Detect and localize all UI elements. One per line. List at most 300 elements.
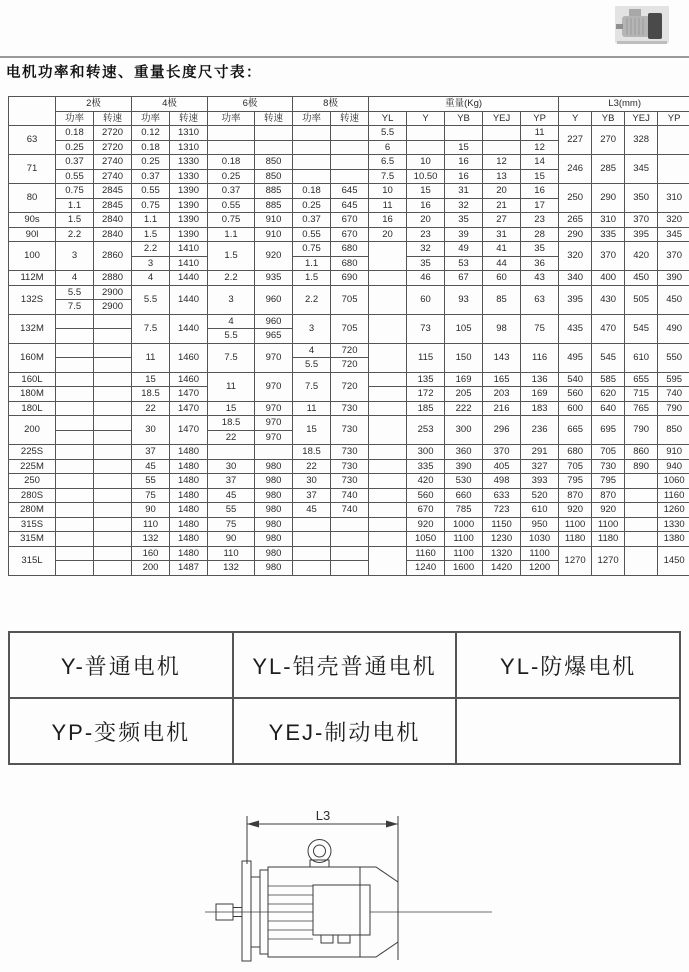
spec-cell: 370 <box>592 242 625 271</box>
spec-cell: 116 <box>521 343 559 372</box>
spec-cell: 890 <box>625 459 658 474</box>
spec-cell: 1000 <box>445 517 483 532</box>
spec-cell <box>369 445 407 460</box>
spec-cell: 60 <box>483 271 521 286</box>
spec-cell: 720 <box>331 343 369 358</box>
spec-cell: 35 <box>407 256 445 271</box>
spec-cell: 345 <box>658 227 689 242</box>
spec-cell: 740 <box>331 503 369 518</box>
spec-cell: 0.55 <box>208 198 255 213</box>
spec-cell: 970 <box>255 372 293 401</box>
spec-cell: 970 <box>255 343 293 372</box>
spec-cell: 115 <box>407 343 445 372</box>
spec-header-cell: YP <box>658 111 689 126</box>
spec-cell: 920 <box>559 503 592 518</box>
spec-cell: 545 <box>625 314 658 343</box>
spec-cell: 705 <box>592 445 625 460</box>
spec-cell: 420 <box>407 474 445 489</box>
spec-cell: 280M <box>9 503 56 518</box>
spec-cell: 18.5 <box>293 445 331 460</box>
spec-cell: 730 <box>331 459 369 474</box>
spec-cell: 44 <box>483 256 521 271</box>
spec-cell <box>56 314 94 329</box>
spec-cell: 1470 <box>170 387 208 402</box>
spec-cell: 2.2 <box>293 285 331 314</box>
spec-cell <box>56 517 94 532</box>
spec-cell <box>56 459 94 474</box>
spec-cell: 75 <box>132 488 170 503</box>
spec-cell: 5.5 <box>56 285 94 300</box>
spec-cell <box>369 401 407 416</box>
spec-cell: 23 <box>407 227 445 242</box>
spec-header-cell: YB <box>445 111 483 126</box>
spec-cell: 105 <box>445 314 483 343</box>
spec-cell: 0.25 <box>56 140 94 155</box>
spec-cell: 32 <box>407 242 445 257</box>
legend-cell-yej: YEJ-制动电机 <box>233 698 457 764</box>
spec-cell: 1060 <box>658 474 689 489</box>
spec-cell: 236 <box>521 416 559 445</box>
spec-cell: 3 <box>293 314 331 343</box>
spec-cell: 265 <box>559 213 592 228</box>
spec-cell: 160M <box>9 343 56 372</box>
spec-header-cell: YEJ <box>483 111 521 126</box>
spec-cell <box>94 372 132 387</box>
spec-cell: 1480 <box>170 488 208 503</box>
spec-cell <box>56 532 94 547</box>
spec-cell <box>331 169 369 184</box>
spec-cell <box>94 343 132 358</box>
spec-cell: 1390 <box>170 227 208 242</box>
spec-cell <box>56 329 94 344</box>
spec-cell: 53 <box>445 256 483 271</box>
dimension-label: L3 <box>315 808 331 823</box>
spec-cell: 1480 <box>170 503 208 518</box>
spec-cell: 165 <box>483 372 521 387</box>
spec-cell: 680 <box>331 256 369 271</box>
spec-cell <box>369 416 407 445</box>
spec-header-group-cell: L3(mm) <box>559 97 689 112</box>
spec-cell: 1310 <box>170 126 208 141</box>
spec-table <box>8 96 689 576</box>
spec-cell: 498 <box>483 474 521 489</box>
spec-cell: 1480 <box>170 546 208 561</box>
spec-cell <box>56 561 94 576</box>
spec-cell: 143 <box>483 343 521 372</box>
spec-cell: 43 <box>521 271 559 286</box>
spec-cell: 63 <box>521 285 559 314</box>
spec-cell: 2845 <box>94 198 132 213</box>
spec-cell: 112M <box>9 271 56 286</box>
spec-cell: 132S <box>9 285 56 314</box>
spec-cell: 585 <box>592 372 625 387</box>
spec-cell: 690 <box>331 271 369 286</box>
spec-cell: 1230 <box>483 532 521 547</box>
spec-cell <box>94 387 132 402</box>
spec-cell: 55 <box>132 474 170 489</box>
spec-cell: 17 <box>521 198 559 213</box>
spec-cell: 315S <box>9 517 56 532</box>
spec-header-cell: Y <box>559 111 592 126</box>
legend-cell-empty <box>456 698 680 764</box>
spec-cell: 315M <box>9 532 56 547</box>
spec-cell: 310 <box>592 213 625 228</box>
spec-cell: 0.25 <box>293 198 331 213</box>
spec-cell: 49 <box>445 242 483 257</box>
spec-cell: 6 <box>369 140 407 155</box>
spec-cell: 22 <box>293 459 331 474</box>
spec-cell: 90s <box>9 213 56 228</box>
spec-cell: 1180 <box>559 532 592 547</box>
spec-row <box>9 314 689 329</box>
spec-cell: 90 <box>132 503 170 518</box>
spec-header-cell: YEJ <box>625 111 658 126</box>
spec-cell: 169 <box>445 372 483 387</box>
spec-cell <box>56 445 94 460</box>
spec-cell: 20 <box>483 184 521 199</box>
spec-cell: 2900 <box>94 285 132 300</box>
spec-cell: 940 <box>658 459 689 474</box>
spec-cell: 610 <box>521 503 559 518</box>
spec-cell: 1320 <box>483 546 521 561</box>
spec-cell: 160L <box>9 372 56 387</box>
spec-cell: 73 <box>407 314 445 343</box>
spec-cell: 790 <box>625 416 658 445</box>
spec-cell: 850 <box>658 416 689 445</box>
spec-cell: 93 <box>445 285 483 314</box>
spec-header-cell: Y <box>407 111 445 126</box>
spec-cell: 740 <box>658 387 689 402</box>
spec-row <box>9 401 689 416</box>
spec-cell: 2.2 <box>132 242 170 257</box>
spec-cell: 705 <box>559 459 592 474</box>
spec-header-group-cell <box>9 97 56 126</box>
top-divider <box>0 56 689 58</box>
spec-cell <box>94 474 132 489</box>
spec-cell: 730 <box>331 416 369 445</box>
spec-cell: 1330 <box>170 169 208 184</box>
spec-cell: 935 <box>255 271 293 286</box>
spec-cell: 1100 <box>592 517 625 532</box>
spec-cell: 2740 <box>94 155 132 170</box>
spec-cell: 30 <box>132 416 170 445</box>
spec-cell: 30 <box>208 459 255 474</box>
spec-cell: 715 <box>625 387 658 402</box>
spec-cell: 11 <box>293 401 331 416</box>
spec-cell: 393 <box>521 474 559 489</box>
spec-cell: 645 <box>331 184 369 199</box>
spec-cell: 200 <box>9 416 56 445</box>
spec-cell: 45 <box>208 488 255 503</box>
spec-cell <box>94 532 132 547</box>
spec-cell: 870 <box>559 488 592 503</box>
spec-cell <box>208 140 255 155</box>
spec-cell: 430 <box>592 285 625 314</box>
spec-cell <box>331 561 369 576</box>
spec-cell <box>208 126 255 141</box>
spec-cell <box>56 372 94 387</box>
spec-cell: 100 <box>9 242 56 271</box>
spec-cell: 1380 <box>658 532 689 547</box>
spec-cell: 203 <box>483 387 521 402</box>
spec-cell: 320 <box>559 242 592 271</box>
spec-cell: 1460 <box>170 343 208 372</box>
spec-cell <box>56 358 94 373</box>
spec-cell: 1270 <box>592 546 625 575</box>
spec-cell: 3 <box>132 256 170 271</box>
spec-cell <box>369 546 407 575</box>
legend-row <box>9 632 680 698</box>
spec-cell: 37 <box>208 474 255 489</box>
spec-cell: 495 <box>559 343 592 372</box>
spec-cell: 315L <box>9 546 56 575</box>
spec-row <box>9 111 689 126</box>
spec-cell <box>94 445 132 460</box>
spec-cell <box>94 314 132 329</box>
spec-cell: 5.5 <box>208 329 255 344</box>
spec-cell: 39 <box>445 227 483 242</box>
spec-cell: 35 <box>445 213 483 228</box>
spec-cell: 1480 <box>170 445 208 460</box>
spec-cell <box>445 126 483 141</box>
spec-cell: 1480 <box>170 474 208 489</box>
spec-cell: 10 <box>407 155 445 170</box>
spec-cell: 1.1 <box>56 198 94 213</box>
spec-cell: 1480 <box>170 517 208 532</box>
spec-row <box>9 242 689 257</box>
spec-cell: 1.5 <box>208 242 255 271</box>
spec-cell: 0.37 <box>56 155 94 170</box>
spec-cell: 183 <box>521 401 559 416</box>
spec-cell: 970 <box>255 430 293 445</box>
spec-row <box>9 445 689 460</box>
spec-table-body <box>9 126 689 576</box>
spec-cell: 785 <box>445 503 483 518</box>
spec-cell: 10.50 <box>407 169 445 184</box>
spec-cell <box>331 126 369 141</box>
spec-row <box>9 517 689 532</box>
spec-cell: 11 <box>369 198 407 213</box>
spec-cell: 22 <box>132 401 170 416</box>
spec-cell <box>293 561 331 576</box>
spec-cell: 370 <box>625 213 658 228</box>
spec-cell <box>94 401 132 416</box>
spec-cell: 300 <box>407 445 445 460</box>
spec-cell: 980 <box>255 474 293 489</box>
spec-cell: 0.25 <box>208 169 255 184</box>
spec-cell <box>56 503 94 518</box>
spec-cell <box>56 416 94 431</box>
spec-cell: 910 <box>658 445 689 460</box>
spec-cell: 85 <box>483 285 521 314</box>
spec-cell <box>407 126 445 141</box>
spec-cell: 250 <box>9 474 56 489</box>
spec-cell: 45 <box>293 503 331 518</box>
spec-header-cell: 功率 <box>132 111 170 126</box>
spec-cell: 1420 <box>483 561 521 576</box>
spec-cell: 67 <box>445 271 483 286</box>
spec-cell: 21 <box>483 198 521 213</box>
spec-cell <box>56 474 94 489</box>
spec-header-cell: 功率 <box>293 111 331 126</box>
spec-cell: 37 <box>132 445 170 460</box>
spec-cell: 695 <box>592 416 625 445</box>
spec-cell: 270 <box>592 126 625 155</box>
legend-cell-yl-alu: YL-铝壳普通电机 <box>233 632 457 698</box>
spec-cell: 600 <box>559 401 592 416</box>
spec-cell <box>331 155 369 170</box>
spec-cell: 22 <box>208 430 255 445</box>
spec-cell: 740 <box>331 488 369 503</box>
spec-cell: 0.18 <box>208 155 255 170</box>
spec-cell: 2.2 <box>56 227 94 242</box>
spec-cell: 225M <box>9 459 56 474</box>
spec-cell: 7.5 <box>56 300 94 315</box>
spec-cell: 291 <box>521 445 559 460</box>
spec-header-group-cell: 重量(Kg) <box>369 97 559 112</box>
spec-cell: 910 <box>255 227 293 242</box>
spec-cell: 253 <box>407 416 445 445</box>
spec-cell: 505 <box>625 285 658 314</box>
spec-cell: 13 <box>483 169 521 184</box>
spec-cell: 90l <box>9 227 56 242</box>
spec-cell: 1100 <box>445 532 483 547</box>
spec-cell: 1100 <box>521 546 559 561</box>
spec-cell: 63 <box>9 126 56 155</box>
spec-cell: 790 <box>658 401 689 416</box>
spec-table-head <box>9 97 689 126</box>
spec-header-group-cell: 8极 <box>293 97 369 112</box>
spec-cell <box>483 126 521 141</box>
spec-cell: 970 <box>255 401 293 416</box>
spec-cell: 680 <box>331 242 369 257</box>
spec-cell <box>658 126 689 155</box>
spec-cell: 965 <box>255 329 293 344</box>
spec-cell: 10 <box>369 184 407 199</box>
spec-cell: 16 <box>407 198 445 213</box>
spec-cell <box>56 546 94 561</box>
spec-cell: 227 <box>559 126 592 155</box>
spec-cell: 328 <box>625 126 658 155</box>
spec-cell: 450 <box>658 285 689 314</box>
spec-cell <box>94 329 132 344</box>
spec-cell: 225S <box>9 445 56 460</box>
spec-cell: 350 <box>625 184 658 213</box>
spec-cell: 660 <box>445 488 483 503</box>
spec-cell: 723 <box>483 503 521 518</box>
spec-cell <box>94 459 132 474</box>
spec-cell: 1100 <box>559 517 592 532</box>
spec-cell: 16 <box>521 184 559 199</box>
spec-cell: 1410 <box>170 242 208 257</box>
spec-cell: 32 <box>445 198 483 213</box>
spec-header-cell: 转速 <box>94 111 132 126</box>
spec-cell: 36 <box>521 256 559 271</box>
spec-cell <box>293 155 331 170</box>
spec-cell: 720 <box>331 372 369 401</box>
spec-cell: 980 <box>255 546 293 561</box>
spec-cell: 1150 <box>483 517 521 532</box>
spec-cell: 28 <box>521 227 559 242</box>
spec-cell: 0.75 <box>293 242 331 257</box>
spec-cell <box>94 488 132 503</box>
spec-cell: 216 <box>483 401 521 416</box>
spec-cell: 5.5 <box>132 285 170 314</box>
spec-header-cell: YP <box>521 111 559 126</box>
spec-cell: 2845 <box>94 184 132 199</box>
spec-row <box>9 532 689 547</box>
spec-cell: 132 <box>208 561 255 576</box>
spec-cell: 18.5 <box>132 387 170 402</box>
spec-cell: 11 <box>521 126 559 141</box>
spec-cell <box>94 503 132 518</box>
spec-cell: 2840 <box>94 213 132 228</box>
spec-cell <box>625 488 658 503</box>
spec-row <box>9 459 689 474</box>
spec-cell: 4 <box>208 314 255 329</box>
spec-cell: 0.25 <box>132 155 170 170</box>
spec-cell: 169 <box>521 387 559 402</box>
spec-cell <box>369 488 407 503</box>
spec-row <box>9 474 689 489</box>
spec-cell <box>369 532 407 547</box>
spec-cell: 0.55 <box>132 184 170 199</box>
spec-cell: 980 <box>255 503 293 518</box>
spec-cell: 1440 <box>170 271 208 286</box>
spec-cell: 55 <box>208 503 255 518</box>
spec-cell: 285 <box>592 155 625 184</box>
spec-cell <box>56 401 94 416</box>
spec-cell: 980 <box>255 517 293 532</box>
spec-cell: 0.75 <box>132 198 170 213</box>
spec-cell <box>56 343 94 358</box>
spec-cell: 1030 <box>521 532 559 547</box>
spec-cell: 75 <box>208 517 255 532</box>
spec-cell: 340 <box>559 271 592 286</box>
spec-cell <box>293 517 331 532</box>
spec-cell: 0.75 <box>56 184 94 199</box>
spec-cell: 7.5 <box>208 343 255 372</box>
spec-cell: 665 <box>559 416 592 445</box>
spec-row <box>9 285 689 300</box>
spec-cell: 390 <box>658 271 689 286</box>
spec-cell: 15 <box>132 372 170 387</box>
spec-cell: 11 <box>132 343 170 372</box>
legend-table <box>8 631 681 765</box>
spec-row <box>9 227 689 242</box>
spec-cell: 920 <box>255 242 293 271</box>
spec-cell: 90 <box>208 532 255 547</box>
spec-cell: 31 <box>483 227 521 242</box>
spec-cell: 300 <box>445 416 483 445</box>
spec-cell <box>369 372 407 387</box>
page-title: 电机功率和转速、重量长度尺寸表： <box>6 65 262 81</box>
spec-cell: 15 <box>521 169 559 184</box>
spec-header-cell: YL <box>369 111 407 126</box>
spec-cell: 2720 <box>94 126 132 141</box>
spec-cell: 246 <box>559 155 592 184</box>
spec-cell <box>625 546 658 575</box>
spec-cell: 920 <box>407 517 445 532</box>
spec-cell: 655 <box>625 372 658 387</box>
spec-cell <box>369 314 407 343</box>
spec-cell <box>255 140 293 155</box>
spec-cell: 4 <box>293 343 331 358</box>
legend-row <box>9 698 680 764</box>
spec-row <box>9 155 689 170</box>
spec-cell: 71 <box>9 155 56 184</box>
spec-row <box>9 271 689 286</box>
